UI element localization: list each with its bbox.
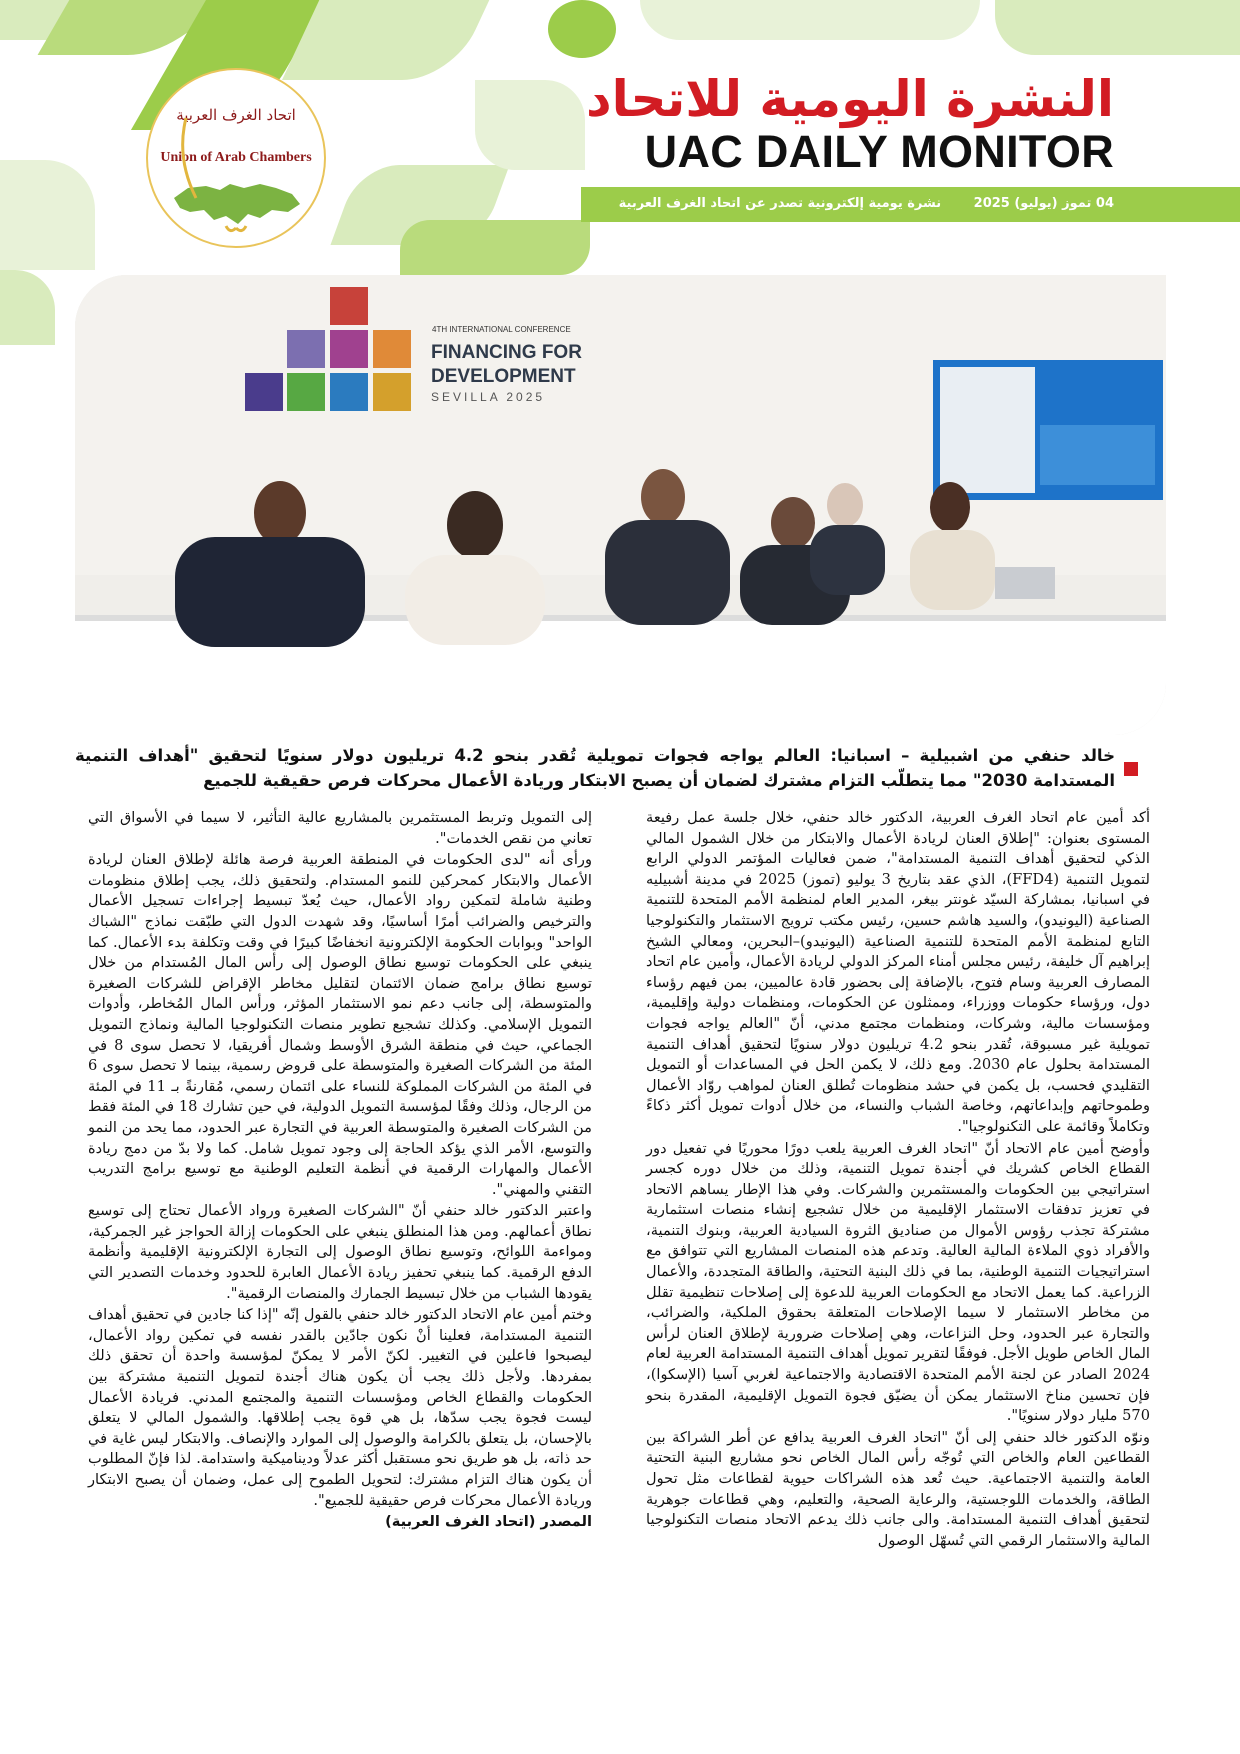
masthead-title-en: UAC DAILY MONITOR <box>644 126 1114 177</box>
article-column-left <box>88 808 592 1534</box>
conference-photo <box>75 275 1166 735</box>
paragraph: واعتبر الدكتور خالد حنفي أنّ "الشركات الصغيرة ورواد الأعمال تحتاج إلى توسيع نطاق أعمالهم. ومن هذا المنطلق ينبغي على الحكومات إزالة الحواجز غير الجمركية، ومواءمة اللوائح، وتوسيع نطاق الوصول إلى التجارة الإلكترونية الإقليمية وأنظمة الدفع الرقمية. كما ينبغي تحفيز ريادة الأعمال العابرة للحدود وخدمات التصدير التي يقودها الشباب من خلال تبسيط الجمارك والمنصات الرقمية". <box>88 1202 592 1302</box>
conference-photo-illustration <box>75 275 1166 735</box>
paragraph: أكد أمين عام اتحاد الغرف العربية، الدكتور خالد حنفي، خلال جلسة عمل رفيعة المستوى بعنوان: "إطلاق العنان لريادة الأعمال والابتكار من خلال الشمول المالي الذكي لتحقيق أهداف التنمية المستدامة"، ضمن فعاليات المؤتمر الدولي الرابع لتمويل التنمية (FFD4)، الذي عقد بتاريخ 3 يوليو (تموز) 2025 في مدينة أشبيليه في اسبانيا، بمشاركة السيّد غونتر بيغر، المدير العام لمنظمة الأمم المتحدة للتنمية الصناعية (اليونيدو)، والسيد هاشم حسين، رئيس مكتب ترويج الاستثمار والتكنولوجيا التابع لمنظمة الأمم المتحدة للتنمية الصناعية (اليونيدو)–البحرين، ومعالي الشيخ إبراهيم آل خليفة، رئيس مجلس أمناء المركز الدولي لريادة الأعمال، وأمين عام اتحاد المصارف العربية وسام فتوح، بالإضافة إلى بحضور قادة عالميين، بمن فيهم رؤساء دول، ورؤساء حكومات ووزراء، وممثلون عن الحكومات، ومنظمات دولية وإقليمية، ومؤسسات مالية، وشركات، ومنظمات مجتمع مدني، أنّ "العالم يواجه فجوات تمويلية غير مسبوقة، تُقدر بنحو 4.2 تريليون دولار سنويًا لتحقيق أهداف التنمية المستدامة بحلول عام 2030. ومع ذلك، لا يكمن الحل في المساعدات أو التمويل التقليدي فحسب، بل يكمن في حشد منظومات تُطلق العنان لمواهب روّاد الأعمال وطموحاتهم وإبداعاتهم، وخاصة الشباب والنساء، من خلال أدوات تمويل أكثر ذكاءً وتكاملاً وقائمة على التكنولوجيا". <box>646 809 1151 1135</box>
headline-marker <box>1124 762 1138 776</box>
paragraph: ورأى أنه "لدى الحكومات في المنطقة العربية فرصة هائلة لإطلاق العنان لريادة الأعمال والابتكار كمحركين للنمو المستدام. ولتحقيق ذلك، يجب إطلاق منظومات وطنية شاملة لتمكين رواد الأعمال، حيث يُعدّ تبسيط إجراءات تسجيل الأعمال والترخيص والضرائب أمرًا أساسيًا، وقد شهدت الدول التي طبّقت نماذج "الشباك الواحد" وبوابات الحكومة الإلكترونية انخفاضًا كبيرًا في وقت وتكلفة بدء الأعمال. كما ينبغي على الحكومات توسيع نطاق الوصول إلى رأس المال المُستدام من خلال توسيع نطاق برامج ضمان الائتمان لتقليل مخاطر الإقراض للشركات الصغيرة والمتوسطة، إلى جانب دعم نمو الاستثمار المؤثر، ورأس المال المُخاطر، وأدوات التمويل الإسلامي. وكذلك تشجيع تطوير منصات التكنولوجيا المالية ونماذج التمويل الجماعي، حيث في منطقة الشرق الأوسط وشمال أفريقيا، لا تحصل سوى 8 في المئة من الشركات الصغيرة والمتوسطة على قروض رسمية، بينما لا تحصل سوى 6 في المئة من الشركات المملوكة للنساء على ائتمان رسمي، مُقارنةً بـ 11 في المئة من الرجال، وذلك وفقًا لمؤسسة التمويل الدولية، في حين تشارك 18 في المئة فقط من الشركات الصغيرة والمتوسطة العربية في التجارة عبر الحدود، مما يحد من النمو والتوسع، الأمر الذي يؤكد الحاجة إلى وجود تمويل شامل. كما ولا بدّ من دمج ريادة الأعمال والمهارات الرقمية في أنظمة التعليم الوطنية مع توسيع برامج التدريب التقني والمهني". <box>88 851 593 1198</box>
logo-name-en: Union of Arab Chambers <box>160 150 312 165</box>
masthead-title-ar: النشرة اليومية للاتحاد <box>586 70 1114 128</box>
banner-line4: SEVILLA 2025 <box>431 390 546 404</box>
paragraph: وأوضح أمين عام الاتحاد أنّ "اتحاد الغرف العربية يلعب دورًا محوريًا في تفعيل دور القطاع الخاص كشريك في أجندة تمويل التنمية، وذلك من خلال دوره كجسر استراتيجي بين الحكومات والمستثمرين والشركات. وفي هذا الإطار يساهم الاتحاد في تعزيز تدفقات الاستثمار الإقليمية من خلال تشجيع إنشاء منصات استثمارية مشتركة تجذب رؤوس الأموال من صناديق الثروة السيادية العربية، وبنوك التنمية، والأفراد ذوي الملاءة المالية العالية. وتدعم هذه المنصات المشاريع التي تتوافق مع استراتيجيات التنمية الوطنية، بما في ذلك البنية التحتية، والطاقة المتجددة، والأعمال الزراعية. كما يعمل الاتحاد مع الحكومات العربية للدعوة إلى إصلاحات تنظيمية تقلل من مخاطر الاستثمار لا سيما الإصلاحات المتعلقة بحقوق الملكية، والضرائب، والتجارة عبر الحدود، وحل النزاعات، وهي إصلاحات ضرورية لإطلاق العنان لرأس المال الخاص طويل الأجل. فوفقًا لتقرير تمويل أهداف التنمية المستدامة العربية لعام 2024 الصادر عن لجنة الأمم المتحدة الاقتصادية والاجتماعية لغربي آسيا (الإسكوا)، فإن تحسين مناخ الاستثمار يمكن أن يضيّق فجوة التمويل الإقليمية، المقدرة بنحو 570 مليار دولار سنويًا". <box>646 1139 1150 1425</box>
banner-line3: DEVELOPMENT <box>431 366 576 387</box>
decorative-shape <box>548 0 616 58</box>
decorative-shape <box>400 220 590 275</box>
tagline: نشرة يومية إلكترونية تصدر عن اتحاد الغرف العربية <box>618 196 942 211</box>
uac-logo <box>146 68 326 248</box>
article-column-right <box>646 808 1150 1552</box>
paragraph: إلى التمويل وتربط المستثمرين بالمشاريع عالية التأثير، لا سيما في الأسواق التي تعاني من نقص الخدمات". <box>88 809 592 847</box>
paragraph: وختم أمين عام الاتحاد الدكتور خالد حنفي بالقول إنّه "إذا كنا جادين في تحقيق أهداف التنمية المستدامة، فعلينا أنْ نكون جادّين بالقدر نفسه في تمكين رواد الأعمال، ليصبحوا فاعلين في التغيير. لكنّ الأمر لا يمكنّ لمؤسسة واحدة أن تحقق ذلك بمفردها. ولأجل ذلك يجب أن يكون هناك أجندة لتمويل التنمية مشتركة بين الحكومات والقطاع الخاص ومؤسسات التنمية والمجتمع المدني. فريادة الأعمال ليست فجوة يجب سدّها، بل هي قوة يجب إطلاقها. والشمول المالي لا يتعلق بالإحسان، بل يتعلق بالكرامة والوصول إلى الموارد والإنصاف. والابتكار ليس غاية في حد ذاته، بل هو طريق نحو مستقبل أكثر عدلاً وديناميكية واستدامة. لذا فإنّ المطلوب أن يكون هناك التزام مشترك: لتحويل الطموح إلى عمل، وضمان أن يصبح الابتكار وريادة الأعمال محركات فرص حقيقية للجميع". <box>87 1306 592 1509</box>
decorative-shape <box>0 270 55 345</box>
issue-date: 04 تموز (يوليو) 2025 <box>973 196 1114 211</box>
decorative-shape <box>640 0 980 40</box>
dateline <box>594 193 1114 215</box>
decorative-shape <box>995 0 1240 55</box>
laurel-icon <box>146 68 326 248</box>
article-headline: خالد حنفي من اشبيلية – اسبانيا: العالم يواجه فجوات تمويلية تُقدر بنحو 4.2 تريليون دولار سنويًا لتحقيق "أهداف التنمية المستدامة 2030" مما يتطلّب التزام مشترك لضمان أن يصبح الابتكار وريادة الأعمال محركات فرص حقيقية للجميع <box>75 746 1115 790</box>
decorative-shape <box>0 160 95 270</box>
logo-name-ar: اتحاد الغرف العربية <box>176 106 296 124</box>
article-source: المصدر (اتحاد الغرف العربية) <box>385 1513 592 1531</box>
paragraph: ونوّه الدكتور خالد حنفي إلى أنّ "اتحاد الغرف العربية يدافع عن أطر الشراكة بين القطاعين العام والخاص التي تُوجّه رأس المال الخاص نحو مشاريع البنية التحتية العامة والتنمية الاجتماعية. حيث تُعد هذه الشراكات حيوية لقطاعات مثل تحول الطاقة، والخدمات اللوجستية، والرعاية الصحية، والتعليم، وهي قطاعات جوهرية لتحقيق أهداف التنمية المستدامة. والى جانب ذلك يدعم الاتحاد منصات التكنولوجيا المالية والاستثمار الرقمي التي تُسهّل الوصول <box>646 1428 1150 1549</box>
banner-line2: FINANCING FOR <box>431 342 582 363</box>
banner-line1: 4TH INTERNATIONAL CONFERENCE <box>432 325 571 334</box>
